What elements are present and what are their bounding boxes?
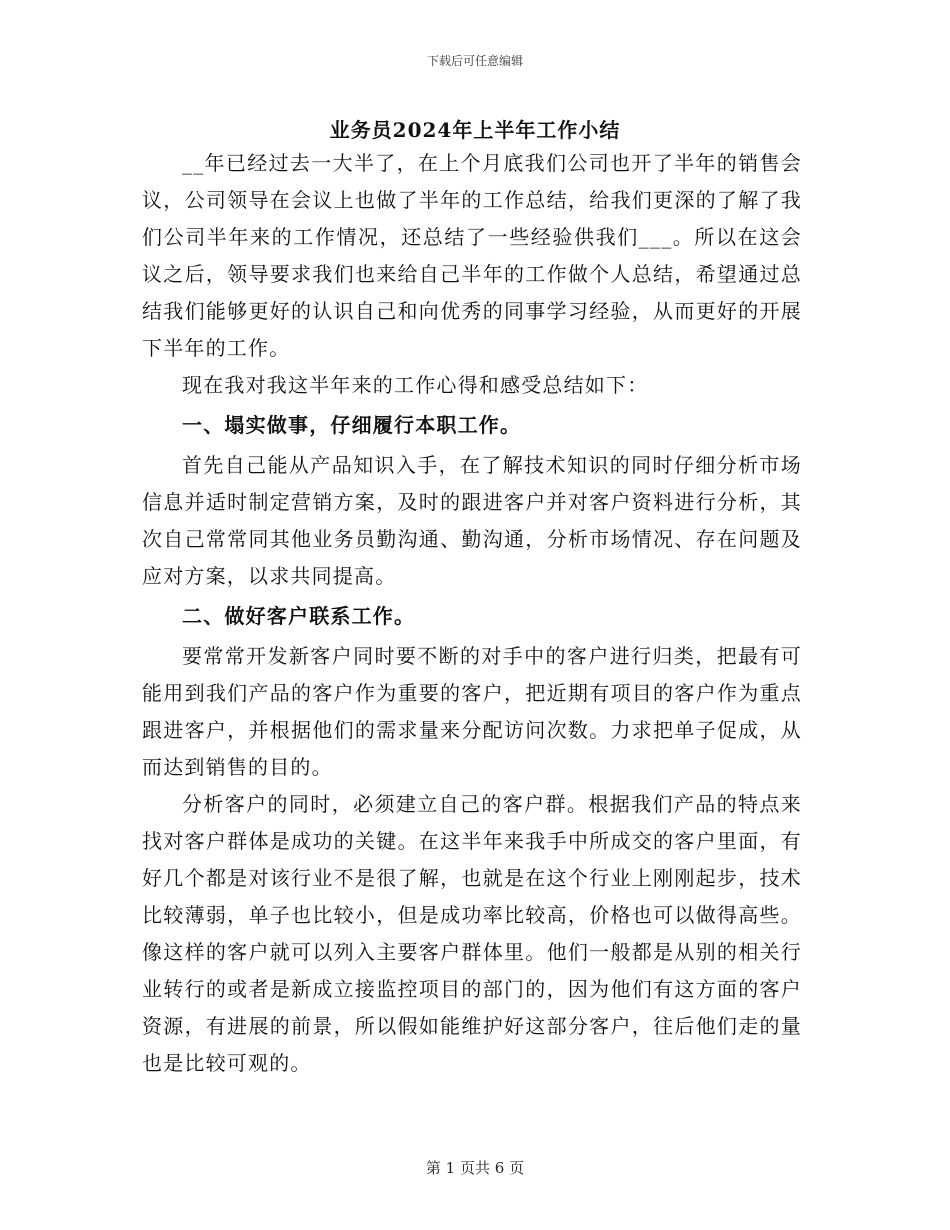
paragraph-section-2: 要常常开发新客户同时要不断的对手中的客户进行归类，把最有可能用到我们产品的客户作为重要的客户，把近期有项目的客户作为重点跟进客户，并根据他们的需求量来分配访问次数。力求把单子促成，从而达到销售的目的。: [142, 644, 802, 779]
paragraph-lead-in: 现在我对我这半年来的工作心得和感受总结如下：: [182, 373, 649, 397]
section-heading-1: 一、塌实做事，仔细履行本职工作。: [182, 413, 522, 437]
paragraph-customer-analysis: 分析客户的同时，必须建立自己的客户群。根据我们产品的特点来找对客户群体是成功的关键。在这半年来我手中所成交的客户里面，有好几个都是对该行业不是很了解，也就是在这个行业上刚刚起步，技术比较薄弱，单子也比较小，但是成功率比较高，价格也可以做得高些。像这样的客户就可以列入主要客户群体里。他们一般都是从别的相关行业转行的或者是新成立接监控项目的部门的，因为他们有这方面的客户资源，有进展的前景，所以假如能维护好这部分客户，往后他们走的量也是比较可观的。: [142, 792, 802, 1075]
paragraph-section-1: 首先自己能从产品知识入手，在了解技术知识的同时仔细分析市场信息并适时制定营销方案，及时的跟进客户并对客户资料进行分析，其次自己常常同其他业务员勤沟通、勤沟通，分析市场情况、存在问题及应对方案，以求共同提高。: [142, 453, 802, 588]
document-body: [142, 145, 802, 1082]
section-heading-2: 二、做好客户联系工作。: [182, 604, 416, 628]
page-header: 下载后可任意编辑: [426, 54, 523, 68]
paragraph-intro: __年已经过去一大半了，在上个月底我们公司也开了半年的销售会议，公司领导在会议上也做了半年的工作总结，给我们更深的了解了我们公司半年来的工作情况，还总结了一些经验供我们___。所以在这会议之后，领导要求我们也来给自己半年的工作做个人总结，希望通过总结我们能够更好的认识自己和向优秀的同事学习经验，从而更好的开展下半年的工作。: [142, 151, 802, 360]
document-title: 业务员2024年上半年工作小结: [329, 118, 621, 142]
page-number-footer: 第 1 页共 6 页: [425, 1159, 525, 1177]
